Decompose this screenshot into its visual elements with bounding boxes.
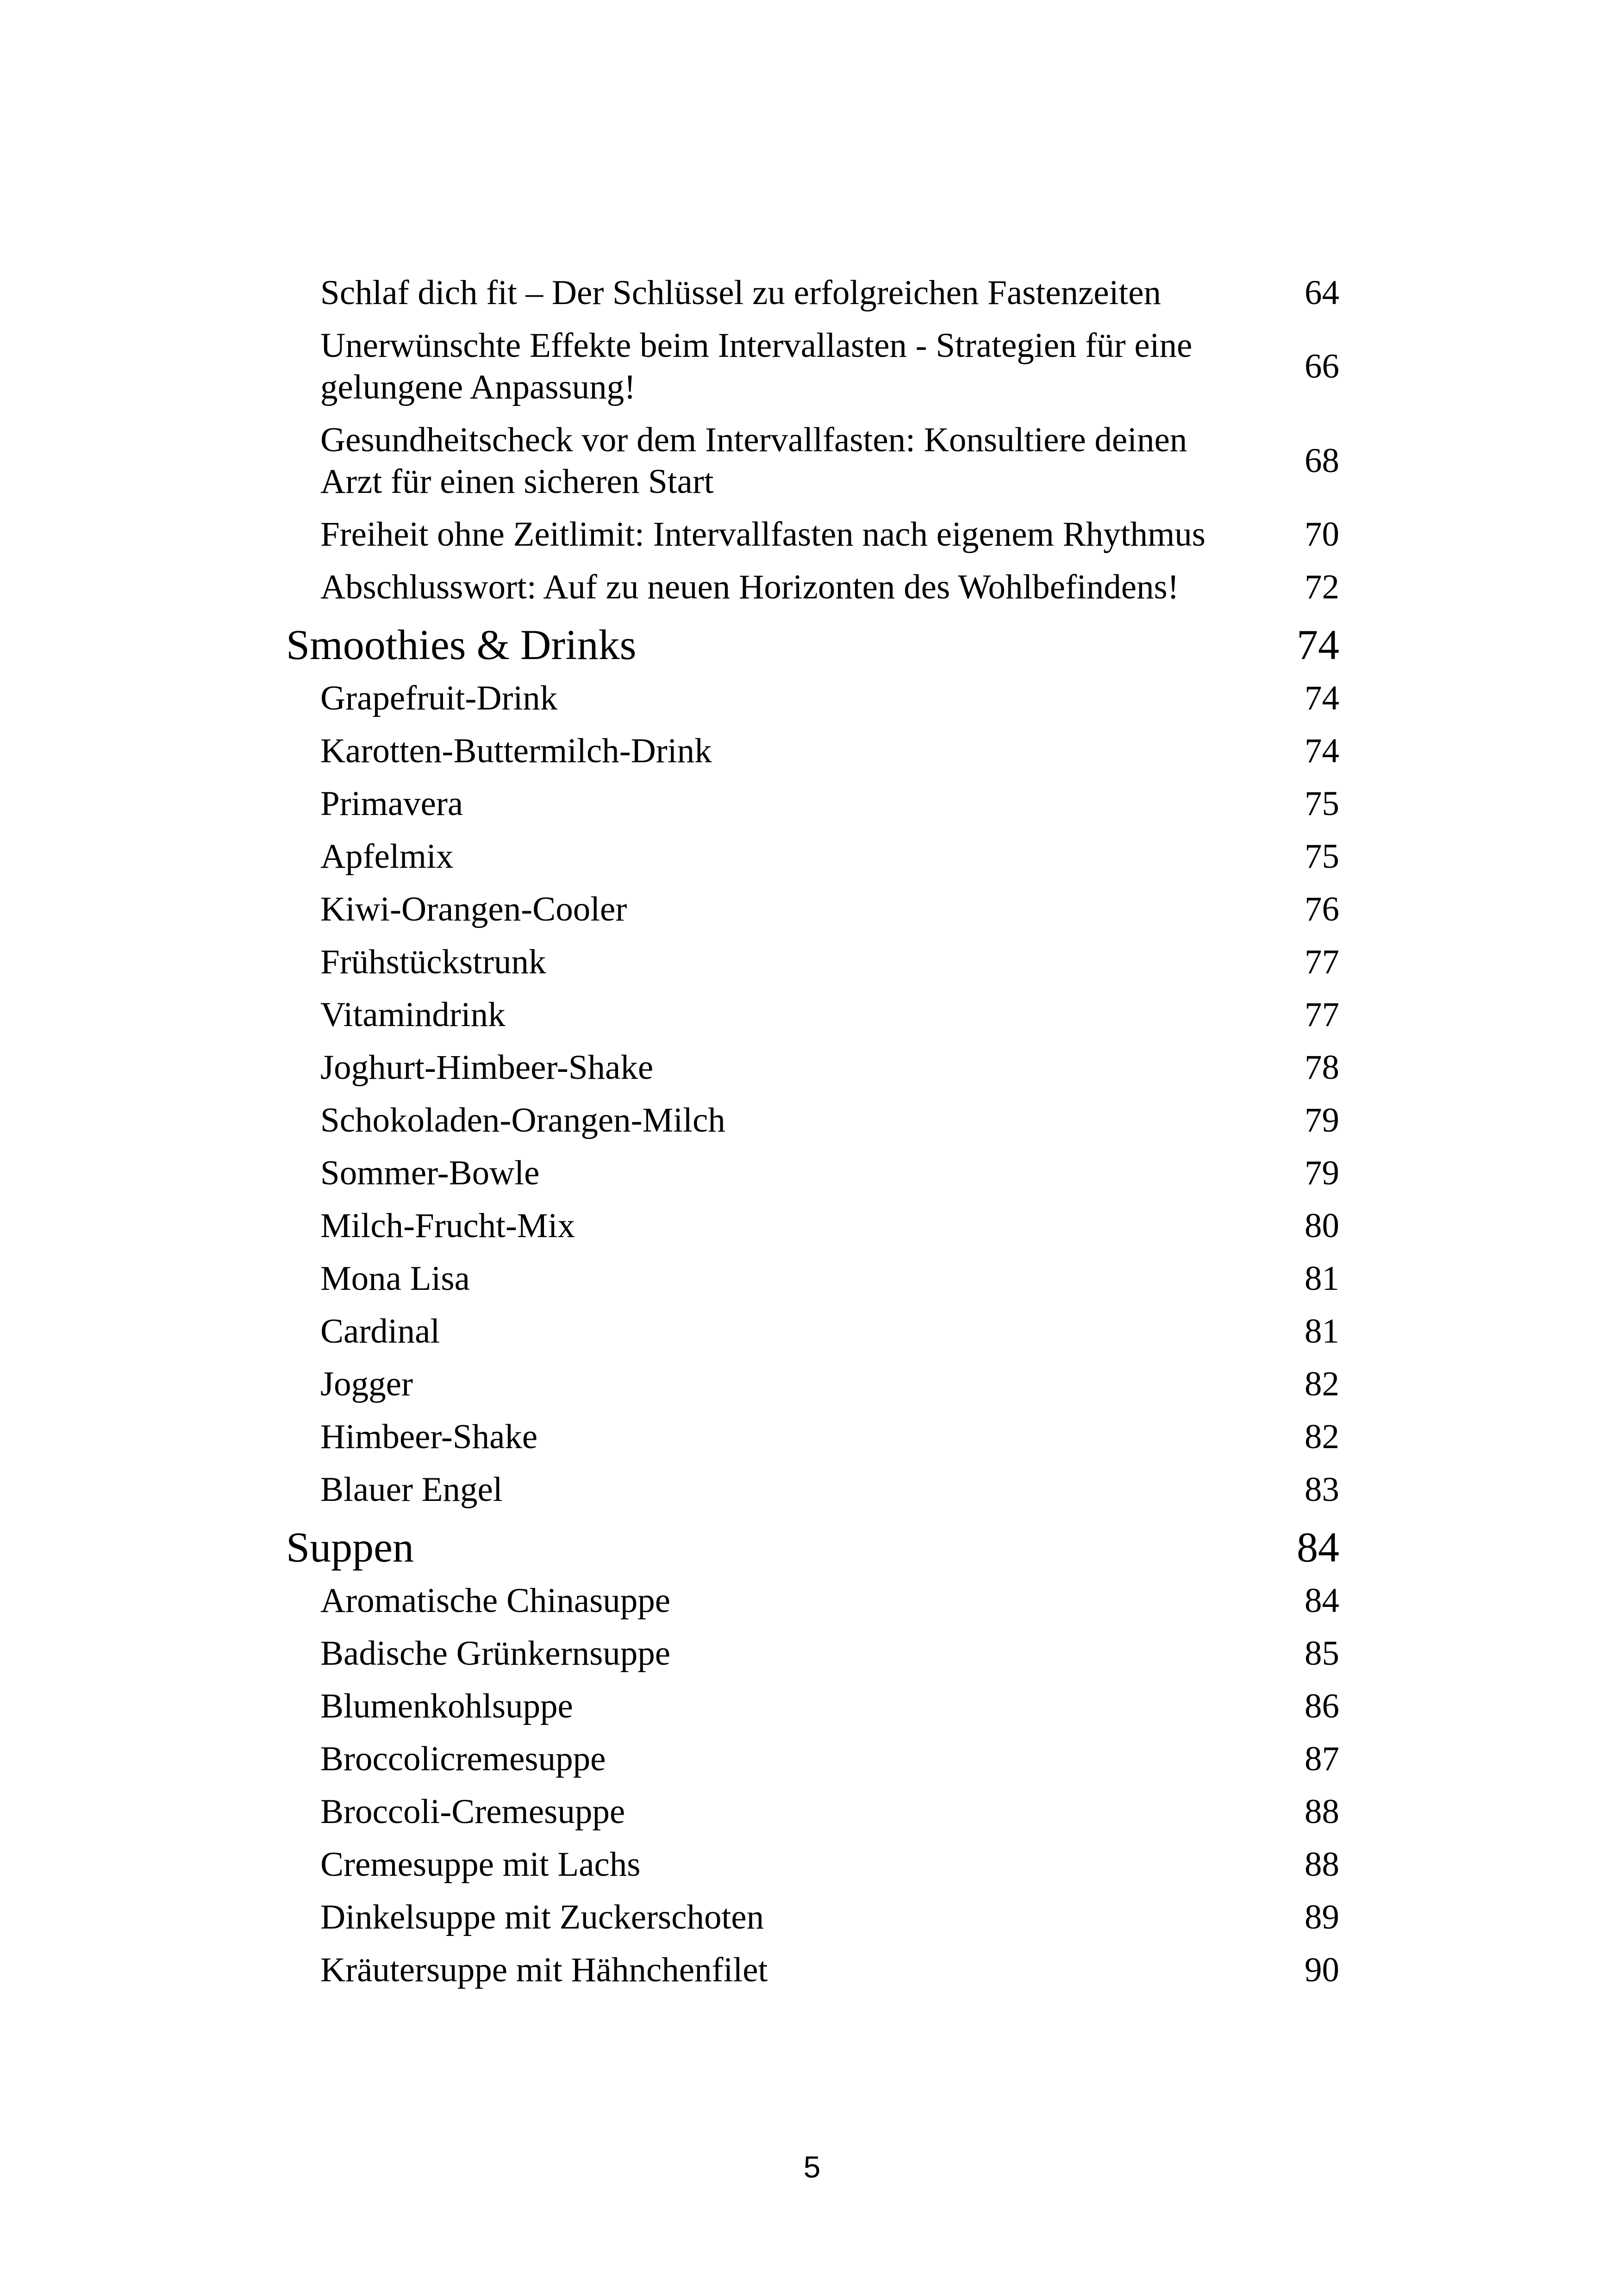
toc-entry-page: 81: [1305, 1259, 1339, 1298]
toc-entry[interactable]: [286, 1686, 1339, 1727]
toc-entry-page: 77: [1305, 943, 1339, 981]
toc-entry-title: Unerwünschte Effekte beim Intervallasten - Strategien für eine gelungene Anpassung!: [320, 326, 1193, 406]
toc-section-heading[interactable]: [286, 1522, 1339, 1573]
toc-entry-page: 74: [1305, 679, 1339, 717]
toc-section-title: Suppen: [286, 1524, 414, 1571]
toc-entry-page: 68: [1305, 442, 1339, 480]
toc-sections: [286, 619, 1339, 1991]
toc-entry[interactable]: [286, 419, 1339, 503]
toc-entry-page: 79: [1305, 1154, 1339, 1192]
toc-entry-page: 90: [1305, 1951, 1339, 1989]
toc-entry-title: Joghurt-Himbeer-Shake: [320, 1048, 654, 1087]
toc-entry-title: Schlaf dich fit – Der Schlüssel zu erfolgreichen Fastenzeiten: [320, 274, 1162, 312]
toc-entry-title: Mona Lisa: [320, 1259, 470, 1298]
toc-entry-page: 83: [1305, 1470, 1339, 1509]
toc-entry-page: 84: [1305, 1581, 1339, 1620]
toc-entry-title: Badische Grünkernsuppe: [320, 1634, 671, 1673]
page-number: 5: [803, 2150, 821, 2184]
toc-entry[interactable]: [286, 889, 1339, 930]
toc-entry-page: 86: [1305, 1687, 1339, 1725]
toc-entry-title: Cardinal: [320, 1312, 440, 1350]
toc-section-heading[interactable]: [286, 619, 1339, 670]
toc-entry[interactable]: [286, 994, 1339, 1036]
toc-entry-title: Schokoladen-Orangen-Milch: [320, 1101, 725, 1139]
toc-entry-page: 88: [1305, 1845, 1339, 1884]
toc-entry[interactable]: [286, 1047, 1339, 1089]
toc-entry[interactable]: [286, 1205, 1339, 1247]
toc-entry-title: Kiwi-Orangen-Cooler: [320, 890, 627, 928]
toc-entry-page: 76: [1305, 890, 1339, 928]
toc-entry[interactable]: [286, 1363, 1339, 1405]
toc-intro-list: [286, 272, 1339, 608]
toc-entry-title: Grapefruit-Drink: [320, 679, 558, 717]
toc-entry[interactable]: [286, 325, 1339, 408]
toc-entry[interactable]: [286, 1897, 1339, 1938]
toc-entry-page: 82: [1305, 1365, 1339, 1403]
toc-entry-page: 66: [1305, 347, 1339, 386]
toc-entry-page: 75: [1305, 784, 1339, 823]
toc-entry-page: 89: [1305, 1898, 1339, 1936]
toc-entry[interactable]: [286, 783, 1339, 825]
toc-entry-page: 78: [1305, 1048, 1339, 1087]
toc-entry-page: 74: [1305, 732, 1339, 770]
toc-entry[interactable]: [286, 1791, 1339, 1833]
toc-entry-page: 85: [1305, 1634, 1339, 1673]
toc-entry-page: 77: [1305, 996, 1339, 1034]
toc-entry-title: Broccoli-Cremesuppe: [320, 1792, 625, 1831]
toc-entry[interactable]: [286, 1311, 1339, 1352]
toc-entry[interactable]: [286, 1844, 1339, 1885]
toc-entry-page: 81: [1305, 1312, 1339, 1350]
toc-entry[interactable]: [286, 514, 1339, 555]
toc-entry[interactable]: [286, 272, 1339, 314]
toc-entry-title: Frühstückstrunk: [320, 943, 546, 981]
toc-entry-title: Dinkelsuppe mit Zuckerschoten: [320, 1898, 764, 1936]
toc-entry-page: 64: [1305, 274, 1339, 312]
toc-entry-title: Blumenkohlsuppe: [320, 1687, 573, 1725]
toc-entry-title: Primavera: [320, 784, 463, 823]
toc-entry-page: 72: [1305, 568, 1339, 606]
toc-entry-page: 70: [1305, 515, 1339, 554]
toc-entry-title: Abschlusswort: Auf zu neuen Horizonten des Wohlbefindens!: [320, 568, 1179, 606]
toc-entry[interactable]: [286, 1152, 1339, 1194]
toc-entry[interactable]: [286, 678, 1339, 719]
toc-entry-title: Vitamindrink: [320, 996, 506, 1034]
toc-entry[interactable]: [286, 1100, 1339, 1141]
toc-entry-title: Apfelmix: [320, 837, 454, 876]
toc-entry[interactable]: [286, 1949, 1339, 1991]
toc-entry[interactable]: [286, 1469, 1339, 1511]
toc-entry-page: 75: [1305, 837, 1339, 876]
toc-entry-title: Himbeer-Shake: [320, 1418, 538, 1456]
toc-entry[interactable]: [286, 1580, 1339, 1622]
toc-entry[interactable]: [286, 1258, 1339, 1300]
toc-entry-page: 88: [1305, 1792, 1339, 1831]
toc-entry[interactable]: [286, 1738, 1339, 1780]
toc-entry-title: Freiheit ohne Zeitlimit: Intervallfasten nach eigenem Rhythmus: [320, 515, 1206, 554]
toc-entry-title: Milch-Frucht-Mix: [320, 1207, 575, 1245]
toc-entry-title: Cremesuppe mit Lachs: [320, 1845, 641, 1884]
toc-section-title: Smoothies & Drinks: [286, 621, 637, 668]
toc-entry-title: Karotten-Buttermilch-Drink: [320, 732, 712, 770]
toc-section-page: 74: [1297, 621, 1339, 668]
toc-entry[interactable]: [286, 1633, 1339, 1674]
toc-entry-page: 82: [1305, 1418, 1339, 1456]
toc-entry[interactable]: [286, 730, 1339, 772]
toc-entry-title: Blauer Engel: [320, 1470, 503, 1509]
toc-entry[interactable]: [286, 941, 1339, 983]
toc-entry[interactable]: [286, 1416, 1339, 1458]
toc-entry-title: Aromatische Chinasuppe: [320, 1581, 671, 1620]
toc-entry-page: 80: [1305, 1207, 1339, 1245]
toc-entry-page: 79: [1305, 1101, 1339, 1139]
toc-entry-page: 87: [1305, 1740, 1339, 1778]
toc-entry-title: Broccolicremesuppe: [320, 1740, 606, 1778]
toc-entry-title: Sommer-Bowle: [320, 1154, 540, 1192]
toc-entry[interactable]: [286, 566, 1339, 608]
toc-entry-title: Gesundheitscheck vor dem Intervallfasten: Konsultiere deinen Arzt für einen sicheren Start: [320, 421, 1187, 501]
toc-entry-title: Jogger: [320, 1365, 413, 1403]
toc-entry-title: Kräutersuppe mit Hähnchenfilet: [320, 1951, 768, 1989]
toc-section-page: 84: [1297, 1524, 1339, 1571]
table-of-contents: [286, 272, 1339, 2002]
toc-entry[interactable]: [286, 836, 1339, 877]
